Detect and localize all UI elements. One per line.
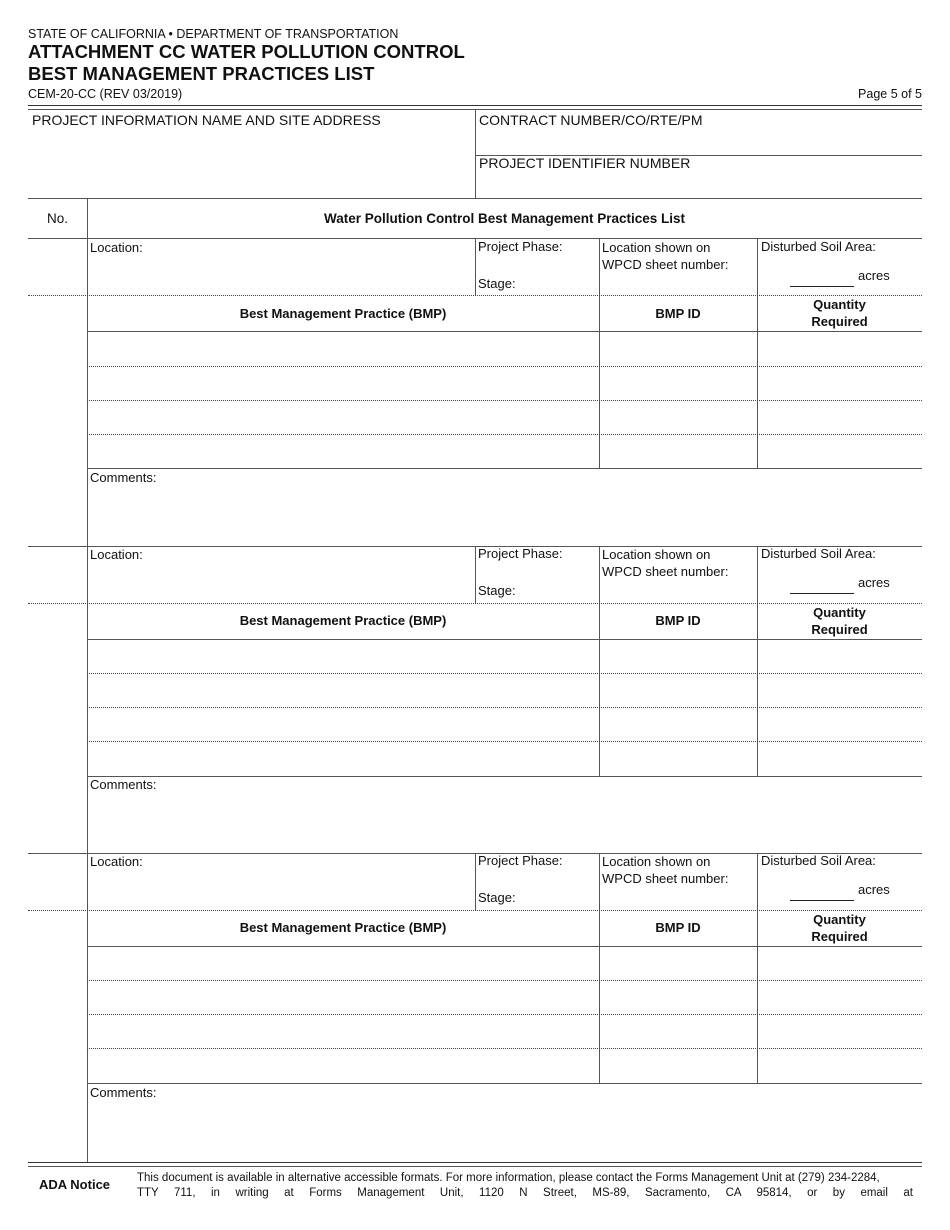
comments-label: Comments: [90,1085,157,1100]
acres-label: acres [858,575,890,590]
agency-line: STATE OF CALIFORNIA • DEPARTMENT OF TRANSPORTATION [28,27,399,41]
comments-field[interactable] [90,470,920,544]
page-number: Page 5 of 5 [858,87,922,101]
quantity-header-line-2: Required [811,314,868,329]
divider [475,546,476,603]
project-identifier-label: PROJECT IDENTIFIER NUMBER [479,155,691,171]
project-phase-label: Project Phase: [478,853,563,868]
location-field[interactable] [90,547,472,599]
wpcd-sheet-label-2: WPCD sheet number: [602,257,729,272]
quantity-header-line-1: Quantity [813,912,866,927]
acres-input-line[interactable] [790,593,854,594]
bmp-row-3[interactable] [88,1015,598,1048]
bmp-column-header: Best Management Practice (BMP) [239,306,447,321]
bmp-row-1[interactable] [88,640,598,673]
quantity-header-line-2: Required [811,929,868,944]
acres-label: acres [858,268,890,283]
disturbed-soil-label: Disturbed Soil Area: [761,239,876,254]
project-phase-label: Project Phase: [478,239,563,254]
quantity-header-line-1: Quantity [813,297,866,312]
project-phase-label: Project Phase: [478,546,563,561]
wpcd-sheet-label-1: Location shown on [602,240,711,255]
divider [475,110,476,198]
divider [28,910,922,911]
bmp-id-column-header: BMP ID [655,306,701,321]
comments-field[interactable] [90,1085,920,1159]
divider [87,1083,922,1084]
project-identifier-field[interactable] [479,156,919,196]
bmp-row-2[interactable] [88,367,598,400]
ada-notice-label: ADA Notice [39,1177,111,1192]
bmp-row-1[interactable] [88,332,598,365]
project-info-field[interactable] [32,113,472,197]
bmp-row-2[interactable] [88,674,598,707]
bmp-id-column-header: BMP ID [655,920,701,935]
contract-number-label: CONTRACT NUMBER/CO/RTE/PM [479,112,703,128]
location-field[interactable] [90,854,472,906]
location-field[interactable] [90,240,472,292]
bmp-row-2[interactable] [88,981,598,1014]
location-label: Location: [90,547,143,562]
location-label: Location: [90,240,143,255]
disturbed-soil-label: Disturbed Soil Area: [761,853,876,868]
divider [28,1162,922,1163]
quantity-header-line-2: Required [811,622,868,637]
form-title-line-2: BEST MANAGEMENT PRACTICES LIST [28,63,375,84]
bmp-column-header: Best Management Practice (BMP) [239,920,447,935]
divider [475,238,476,295]
quantity-header-line-1: Quantity [813,605,866,620]
form-number: CEM-20-CC (REV 03/2019) [28,87,183,101]
bmp-row-4[interactable] [88,1049,598,1082]
comments-label: Comments: [90,470,157,485]
divider [28,198,922,199]
wpcd-sheet-label-1: Location shown on [602,854,711,869]
no-column-header: No. [46,211,68,226]
stage-label: Stage: [478,890,516,905]
bmp-row-4[interactable] [88,742,598,775]
comments-field[interactable] [90,777,920,851]
wpcd-sheet-label-2: WPCD sheet number: [602,564,729,579]
project-info-label: PROJECT INFORMATION NAME AND SITE ADDRESS [32,112,381,128]
divider [28,105,922,106]
location-label: Location: [90,854,143,869]
divider [475,853,476,910]
form-title-line-1: ATTACHMENT CC WATER POLLUTION CONTROL [28,41,465,62]
bmp-row-3[interactable] [88,401,598,434]
ada-notice-line-1: This document is available in alternative accessible formats. For more information, please contact the Forms Management Unit at (279) 234-2284, [137,1172,880,1184]
bmp-row-1[interactable] [88,947,598,980]
ada-notice-line-2: TTY 711, in writing at Forms Management Unit, 1120 N Street, MS-89, Sacramento, CA 95814, or by email at [137,1187,913,1199]
wpcd-sheet-label-1: Location shown on [602,547,711,562]
divider [87,468,922,469]
bmp-row-3[interactable] [88,708,598,741]
divider [28,603,922,604]
disturbed-soil-label: Disturbed Soil Area: [761,546,876,561]
bmp-id-column-header: BMP ID [655,613,701,628]
bmp-column-header: Best Management Practice (BMP) [239,613,447,628]
stage-label: Stage: [478,276,516,291]
contract-number-field[interactable] [479,113,919,153]
acres-input-line[interactable] [790,286,854,287]
divider [28,1166,922,1167]
acres-input-line[interactable] [790,900,854,901]
stage-label: Stage: [478,583,516,598]
bmp-row-4[interactable] [88,435,598,468]
acres-label: acres [858,882,890,897]
divider [28,295,922,296]
comments-label: Comments: [90,777,157,792]
list-title: Water Pollution Control Best Management Practices List [323,211,686,226]
wpcd-sheet-label-2: WPCD sheet number: [602,871,729,886]
